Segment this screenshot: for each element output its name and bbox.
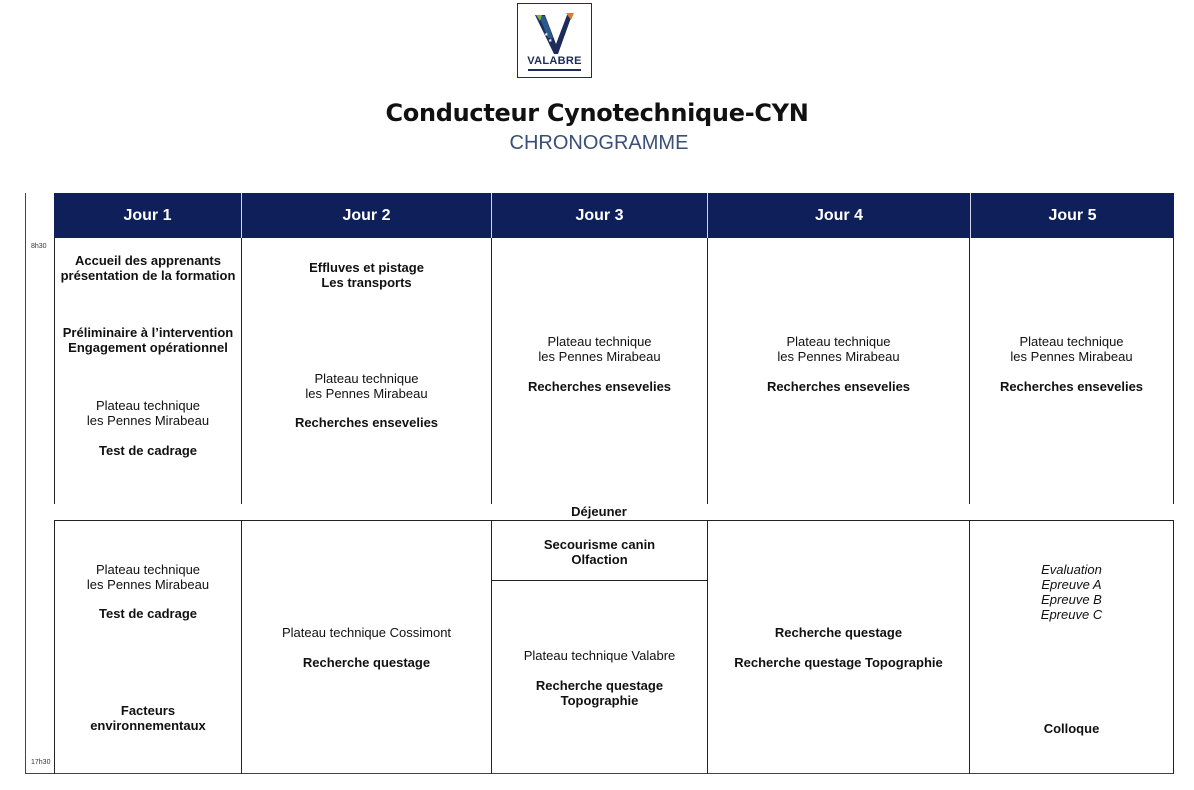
lunch-label: Déjeuner <box>571 504 627 519</box>
day4-morning-plateau: Plateau technique les Pennes Mirabeau <box>777 334 900 364</box>
table-bottom-border <box>25 773 1174 774</box>
day4-afternoon-questage: Recherche questage <box>774 625 903 640</box>
grid-line <box>1173 238 1174 504</box>
day5-afternoon-evaluation: Evaluation Epreuve A Epreuve B Epreuve C <box>1040 562 1103 622</box>
page-title: Conducteur Cynotechnique-CYN <box>385 99 809 127</box>
day1-morning-test: Test de cadrage <box>98 443 198 458</box>
day2-afternoon-plateau: Plateau technique Cossimont <box>281 625 452 640</box>
day1-morning-plateau: Plateau technique les Pennes Mirabeau <box>86 398 210 428</box>
time-start-label: 8h30 <box>31 243 47 250</box>
valabre-logo <box>517 3 592 78</box>
day5-morning-recherches: Recherches ensevelies <box>999 379 1144 394</box>
grid-line <box>1173 520 1174 774</box>
day4-afternoon-questage-topo: Recherche questage Topographie <box>734 655 943 670</box>
grid-line <box>707 238 708 504</box>
day3-afternoon-plateau: Plateau technique Valabre <box>523 648 676 663</box>
afternoon-top-border <box>54 520 1174 521</box>
day1-afternoon-test: Test de cadrage <box>98 606 198 621</box>
day1-morning-welcome: Accueil des apprenants présentation de la formation <box>60 253 236 283</box>
logo-underline <box>528 69 581 71</box>
valabre-v-logo-icon <box>518 4 593 79</box>
time-end-label: 17h30 <box>31 759 51 766</box>
day2-afternoon-questage: Recherche questage <box>302 655 431 670</box>
day1-afternoon-plateau: Plateau technique les Pennes Mirabeau <box>86 562 210 592</box>
header-day-2: Jour 2 <box>342 207 391 224</box>
day2-morning-effluves: Effluves et pistage Les transports <box>309 260 424 290</box>
logo-text: VALABRE <box>527 55 582 67</box>
svg-text:★: ★ <box>544 32 549 38</box>
day5-morning-plateau: Plateau technique les Pennes Mirabeau <box>1010 334 1133 364</box>
time-axis-line <box>25 193 26 774</box>
day3-morning-plateau: Plateau technique les Pennes Mirabeau <box>538 334 661 364</box>
day3-afternoon-split <box>491 580 708 581</box>
header-day-4: Jour 4 <box>814 207 863 224</box>
day1-morning-preliminary: Préliminaire à l’intervention Engagement opérationnel <box>62 325 234 355</box>
grid-line <box>969 238 970 504</box>
day2-morning-plateau: Plateau technique les Pennes Mirabeau <box>305 371 428 401</box>
header-day-5: Jour 5 <box>1048 207 1097 224</box>
days-header <box>54 193 1174 238</box>
day3-afternoon-secourisme: Secourisme canin Olfaction <box>543 537 656 567</box>
day3-morning-recherches: Recherches ensevelies <box>527 379 672 394</box>
day2-morning-recherches: Recherches ensevelies <box>294 415 439 430</box>
day1-afternoon-facteurs: Facteurs environnementaux <box>90 703 206 733</box>
day3-afternoon-questage: Recherche questage Topographie <box>535 678 664 708</box>
grid-line <box>241 520 242 774</box>
header-day-1: Jour 1 <box>123 207 172 224</box>
page-subtitle: CHRONOGRAMME <box>509 132 689 154</box>
grid-line <box>491 238 492 504</box>
grid-line <box>54 520 55 774</box>
svg-text:★: ★ <box>548 38 553 44</box>
day5-afternoon-colloque: Colloque <box>1043 721 1100 736</box>
day4-morning-recherches: Recherches ensevelies <box>766 379 911 394</box>
header-day-3: Jour 3 <box>575 207 624 224</box>
grid-line <box>707 520 708 774</box>
